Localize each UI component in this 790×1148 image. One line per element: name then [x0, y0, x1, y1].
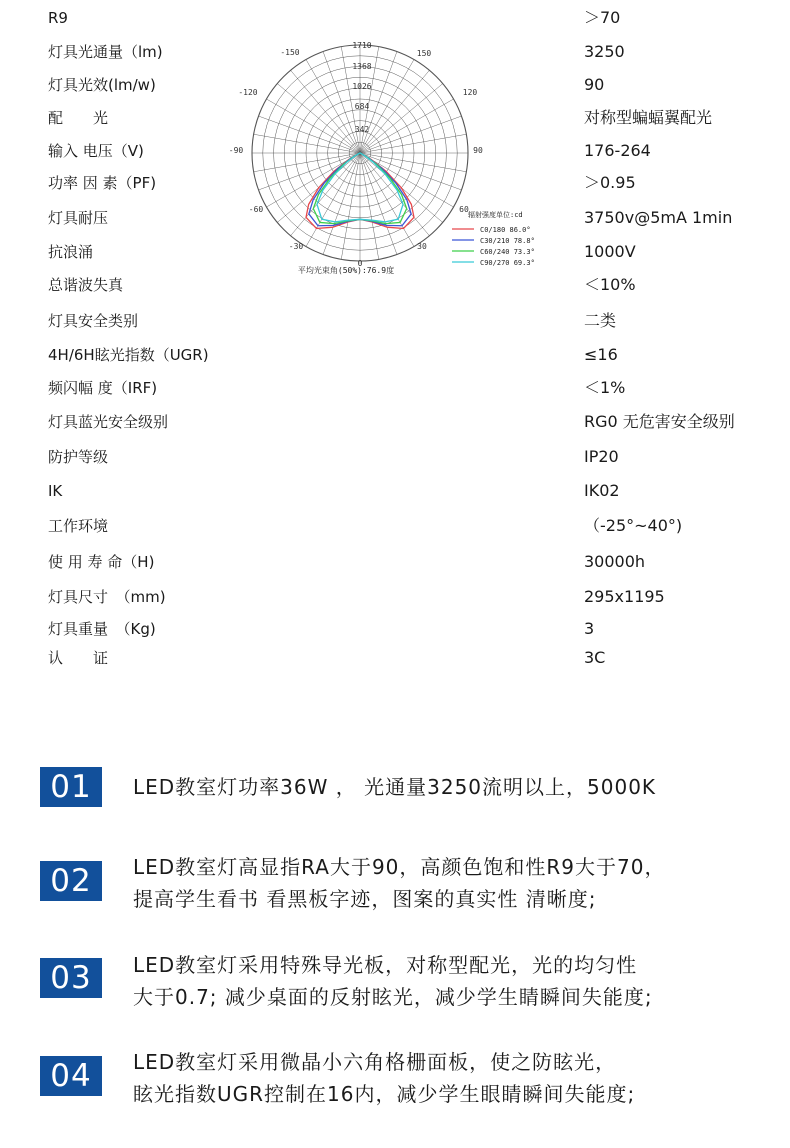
spec-row	[0, 643, 790, 673]
spec-value: ≤16	[584, 345, 618, 364]
spec-label: 输入 电压（V)	[48, 142, 144, 160]
spec-label: IK	[48, 482, 63, 500]
spec-row	[0, 407, 790, 437]
spec-label: 灯具蓝光安全级别	[48, 413, 169, 431]
chart-footer: 平均光束角(50%):76.9度	[297, 266, 395, 275]
spec-value: 30000h	[584, 552, 646, 571]
feature-number-badge: 04	[40, 1056, 102, 1096]
spec-row	[0, 3, 790, 33]
spec-label: 防护等级	[48, 448, 109, 466]
feature-text-line: 眩光指数UGR控制在16内，减少学生眼睛瞬间失能度;	[133, 1082, 636, 1106]
spec-value: RG0 无危害安全级别	[584, 412, 735, 431]
feature-number-badge: 03	[40, 958, 102, 998]
ring-label: 1026	[352, 82, 372, 91]
feature-text-line: LED教室灯高显指RA大于90，高颜色饱和性R9大于70，	[133, 855, 666, 879]
legend-label: C0/180 86.0°	[480, 226, 531, 234]
feature-text-line: LED教室灯采用特殊导光板，对称型配光，光的均匀性	[133, 953, 638, 977]
spec-row	[0, 306, 790, 336]
spec-value: 3	[584, 619, 595, 638]
spec-value: 对称型蝙蝠翼配光	[584, 108, 713, 127]
spec-row	[0, 476, 790, 506]
ring-label: 684	[354, 102, 370, 111]
spec-label: 配 光	[48, 109, 109, 127]
spec-label: 4H/6H眩光指数（UGR)	[48, 346, 209, 364]
spec-label: 灯具耐压	[48, 209, 109, 227]
legend-label: C90/270 69.3°	[480, 259, 535, 267]
feature-text-line: LED教室灯采用微晶小六角格栅面板，使之防眩光，	[133, 1050, 617, 1074]
spec-label: 灯具光效(lm/w)	[48, 76, 156, 94]
feature-text-line: 提高学生看书 看黑板字迹，图案的真实性 清晰度;	[133, 887, 597, 911]
spec-label: 抗浪涌	[48, 243, 94, 261]
spec-label: 灯具安全类别	[48, 312, 139, 330]
spec-label: 使 用 寿 命（H)	[48, 553, 155, 571]
spec-label: 功率 因 素（PF)	[48, 174, 157, 192]
ring-label: 1368	[352, 62, 372, 71]
spec-value: IK02	[584, 481, 620, 500]
feature-text-line: LED教室灯功率36W ， 光通量3250流明以上，5000K	[133, 775, 657, 799]
angle-label: -30	[288, 242, 304, 251]
spec-label: R9	[48, 9, 68, 27]
legend-label: C60/240 73.3°	[480, 248, 535, 256]
ring-label: 1710	[352, 41, 372, 50]
spec-row	[0, 614, 790, 644]
angle-label: -60	[248, 205, 264, 214]
spec-value: ＞0.95	[584, 173, 636, 192]
feature-text-line: 大于0.7; 减少桌面的反射眩光，减少学生睛瞬间失能度;	[133, 985, 653, 1009]
spec-label: 灯具尺寸 （mm)	[48, 588, 166, 606]
spec-value: （-25°~40°)	[584, 516, 683, 535]
feature-number-badge: 02	[40, 861, 102, 901]
spec-label: 灯具光通量（lm)	[48, 43, 163, 61]
spec-row	[0, 547, 790, 577]
angle-label: -150	[280, 48, 300, 57]
angle-label: -90	[228, 146, 244, 155]
angle-label: 90	[473, 146, 483, 155]
spec-value: 176-264	[584, 141, 651, 160]
spec-label: 总谐波失真	[48, 276, 124, 294]
spec-label: 灯具重量 （Kg)	[48, 620, 156, 638]
feature-number-badge: 01	[40, 767, 102, 807]
polar-light-distribution-chart	[226, 36, 576, 276]
spec-value: IP20	[584, 447, 619, 466]
angle-label: 120	[462, 88, 478, 97]
spec-value: ＜10%	[584, 275, 636, 294]
spec-value: 1000V	[584, 242, 636, 261]
legend-label: C30/210 78.8°	[480, 237, 535, 245]
spec-value: 3C	[584, 648, 606, 667]
spec-label: 认 证	[48, 649, 109, 667]
spec-value: 3750v@5mA 1min	[584, 208, 733, 227]
angle-label: 0	[357, 259, 363, 268]
angle-label: 60	[459, 205, 469, 214]
spec-value: 90	[584, 75, 605, 94]
spec-value: 295x1195	[584, 587, 665, 606]
spec-value: ＜1%	[584, 378, 626, 397]
spec-label: 工作环境	[48, 517, 109, 535]
spec-row	[0, 511, 790, 541]
spec-label: 频闪幅 度（IRF)	[48, 379, 158, 397]
spec-row	[0, 373, 790, 403]
spec-value: 3250	[584, 42, 625, 61]
angle-label: -120	[238, 88, 258, 97]
spec-row	[0, 442, 790, 472]
chart-legend	[452, 226, 535, 267]
spec-row	[0, 340, 790, 370]
spec-value: ＞70	[584, 8, 621, 27]
angle-label: 30	[417, 242, 427, 251]
angle-label: 150	[416, 49, 432, 58]
unit-label: 辐射强度单位:cd	[468, 211, 523, 219]
spec-value: 二类	[584, 311, 617, 330]
spec-row	[0, 582, 790, 612]
ring-label: 342	[354, 125, 370, 134]
